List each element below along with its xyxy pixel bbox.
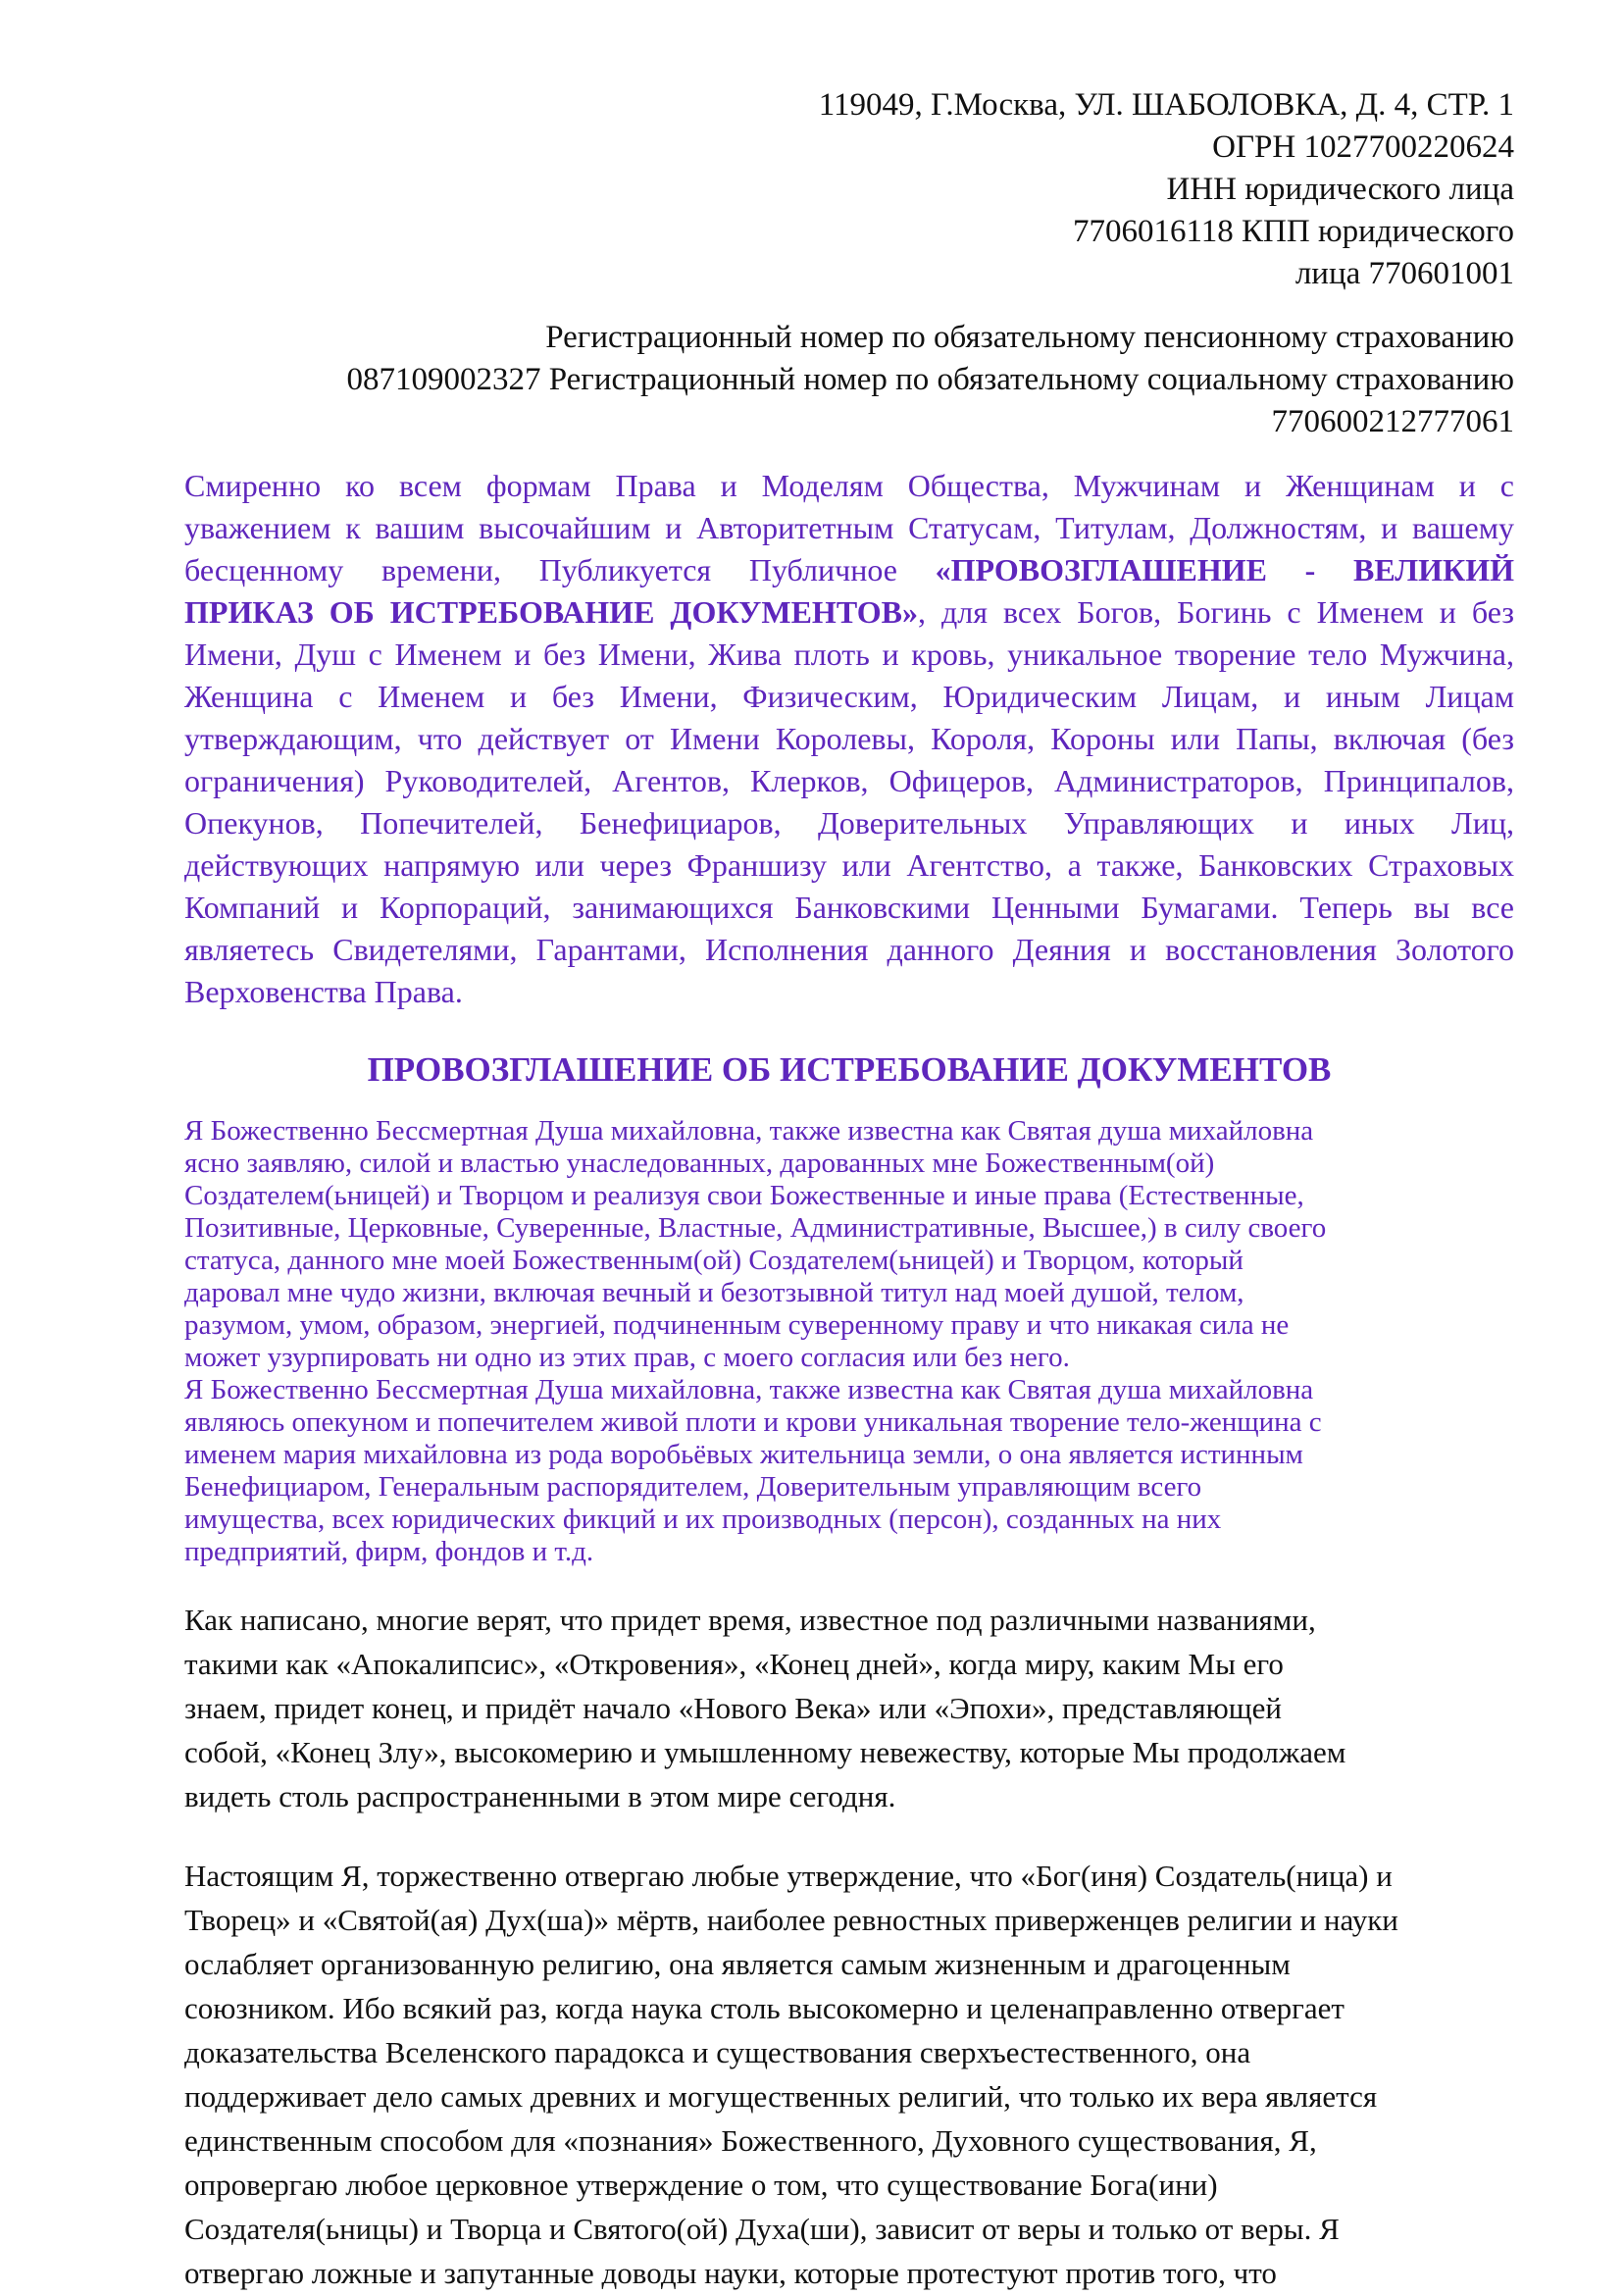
letterhead (184, 84, 1514, 443)
text-line (184, 465, 1514, 507)
letterhead-line: лица 770601001 (1294, 256, 1514, 291)
text-segment: Опекунов, Попечителей, Бенефициаров, Доверительных Управляющих и иных Лиц, (184, 805, 1514, 841)
text-segment: являетесь Свидетелями, Гарантами, Исполнения данного Деяния и восстановления Золотого (184, 932, 1514, 967)
text-line (184, 844, 1514, 887)
text-segment: Смиренно ко всем формам Права и Моделям Общества, Мужчинам и Женщинам и с (184, 468, 1514, 503)
text-segment: бесценному времени, Публикуется Публичное (184, 552, 936, 587)
text-line: доказательства Вселенского парадокса и существования сверхъестественного, она (184, 2035, 1251, 2069)
text-line (184, 507, 1514, 549)
text-line: Настоящим Я, торжественно отвергаю любые утверждение, что «Бог(иня) Создатель(ница) и (184, 1859, 1393, 1893)
letterhead-line: 770600212777061 (1271, 404, 1514, 439)
letterhead-line: 119049, Г.Москва, УЛ. ШАБОЛОВКА, Д. 4, СТР. 1 (818, 87, 1514, 123)
text-line (184, 887, 1514, 929)
text-segment: Компаний и Корпораций, занимающихся Банковскими Ценными Бумагами. Теперь вы все (184, 890, 1514, 925)
text-segment: действующих напрямую или через Франшизу или Агентство, а также, Банковских Страховых (184, 847, 1514, 883)
bold-text-segment: «ПРОВОЗГЛАШЕНИЕ - ВЕЛИКИЙ (935, 552, 1515, 587)
text-line: ослабляет организованную религию, она является самым жизненным и драгоценным (184, 1947, 1291, 1981)
letterhead-registration-block (184, 317, 1514, 443)
text-line (184, 676, 1514, 718)
text-segment: ограничения) Руководителей, Агентов, Клерков, Офицеров, Администраторов, Принципалов, (184, 763, 1514, 798)
text-line: даровал мне чудо жизни, включая вечный и безотзывной титул над моей душой, телом, (184, 1277, 1244, 1308)
text-line: отвергаю ложные и запутанные доводы науки, которые протестуют против того, что (184, 2256, 1277, 2290)
text-line: Бенефициаром, Генеральным распорядителем, Доверительным управляющим всего (184, 1471, 1202, 1503)
text-line: может узурпировать ни одно из этих прав, с моего согласия или без него. (184, 1342, 1070, 1373)
text-line: союзником. Ибо всякий раз, когда наука столь высокомерно и целенаправленно отвергает (184, 1991, 1345, 2025)
text-line (184, 634, 1514, 676)
letterhead-address-block (184, 84, 1514, 295)
text-line: именем мария михайловна из рода воробьёвых жительница земли, о она является истинным (184, 1439, 1303, 1470)
text-line (184, 971, 1514, 1013)
text-segment: Имени, Душ с Именем и без Имени, Жива плоть и кровь, уникальное творение тело Мужчина, (184, 637, 1514, 672)
text-line (184, 760, 1514, 802)
text-line: видеть столь распространенными в этом мире сегодня. (184, 1779, 896, 1813)
text-segment: уважением к вашим высочайшим и Авторитетным Статусам, Титулам, Должностям, и вашему (184, 510, 1514, 545)
text-line: собой, «Конец Злу», высокомерию и умышленному невежеству, которые Мы продолжаем (184, 1735, 1346, 1769)
letterhead-line: 7706016118 КПП юридического (1073, 214, 1514, 249)
preamble-paragraph (184, 465, 1514, 1013)
text-line: Творец» и «Святой(ая) Дух(ша)» мёртв, наиболее ревностных приверженцев религии и науки (184, 1903, 1398, 1937)
declaration-paragraph-2 (184, 1374, 1514, 1568)
text-line: опровергаю любое церковное утверждение о том, что существование Бога(ини) (184, 2168, 1218, 2202)
text-line (184, 591, 1514, 634)
letterhead-line: 087109002327 Регистрационный номер по обязательному социальному страхованию (346, 362, 1514, 397)
text-line (184, 718, 1514, 760)
text-line: Как написано, многие верят, что придет время, известное под различными названиями, (184, 1603, 1316, 1637)
text-line: Позитивные, Церковные, Суверенные, Властные, Административные, Высшее,) в силу своего (184, 1212, 1327, 1244)
text-line: Я Божественно Бессмертная Душа михайловна, также известна как Святая душа михайловна (184, 1374, 1314, 1405)
text-line: имущества, всех юридических фикций и их производных (персон), созданных на них (184, 1504, 1222, 1535)
text-line: Я Божественно Бессмертная Душа михайловна, также известна как Святая душа михайловна (184, 1115, 1314, 1147)
text-line: разумом, умом, образом, энергией, подчиненным суверенному праву и что никакая сила не (184, 1309, 1290, 1341)
text-line: предприятий, фирм, фондов и т.д. (184, 1536, 594, 1567)
text-line: являюсь опекуном и попечителем живой плоти и крови уникальная творение тело-женщина с (184, 1406, 1322, 1438)
text-line: Создателем(ьницей) и Творцом и реализуя свои Божественные и иные права (Естественные, (184, 1180, 1304, 1211)
rejection-paragraph (184, 1854, 1514, 2295)
letterhead-line: ОГРН 1027700220624 (1212, 129, 1514, 165)
declaration-paragraph-1 (184, 1115, 1514, 1374)
text-line: ясно заявляю, силой и властью унаследованных, дарованных мне Божественным(ой) (184, 1148, 1215, 1179)
text-line: поддерживает дело самых древних и могущественных религий, что только их вера является (184, 2079, 1378, 2114)
text-line: такими как «Апокалипсис», «Откровения», «Конец дней», когда миру, каким Мы его (184, 1647, 1284, 1681)
text-line (184, 802, 1514, 844)
prophecy-paragraph (184, 1598, 1514, 1818)
text-line: статуса, данного мне моей Божественным(ой) Создателем(ьницей) и Творцом, который (184, 1245, 1243, 1276)
document-title: ПРОВОЗГЛАШЕНИЕ ОБ ИСТРЕБОВАНИЕ ДОКУМЕНТОВ (367, 1050, 1332, 1089)
text-segment: утверждающим, что действует от Имени Королевы, Короля, Короны или Папы, включая (без (184, 721, 1514, 756)
text-line: Создателя(ьницы) и Творца и Святого(ой) Духа(ши), зависит от веры и только от веры. Я (184, 2212, 1340, 2246)
letterhead-line: Регистрационный номер по обязательному пенсионному страхованию (545, 320, 1514, 355)
bold-text-segment: ПРИКАЗ ОБ ИСТРЕБОВАНИЕ ДОКУМЕНТОВ» (184, 594, 918, 630)
text-segment: , для всех Богов, Богинь с Именем и без (917, 594, 1515, 630)
text-segment: Верховенства Права. (184, 974, 463, 1009)
text-line: знаем, придет конец, и придёт начало «Нового Века» или «Эпохи», представляющей (184, 1691, 1283, 1725)
text-segment: Женщина с Именем и без Имени, Физическим, Юридическим Лицам, и иным Лицам (184, 679, 1514, 714)
text-line (184, 929, 1514, 971)
text-line: единственным способом для «познания» Божественного, Духовного существования, Я, (184, 2123, 1317, 2158)
text-line (184, 549, 1514, 591)
letterhead-line: ИНН юридического лица (1166, 172, 1514, 207)
